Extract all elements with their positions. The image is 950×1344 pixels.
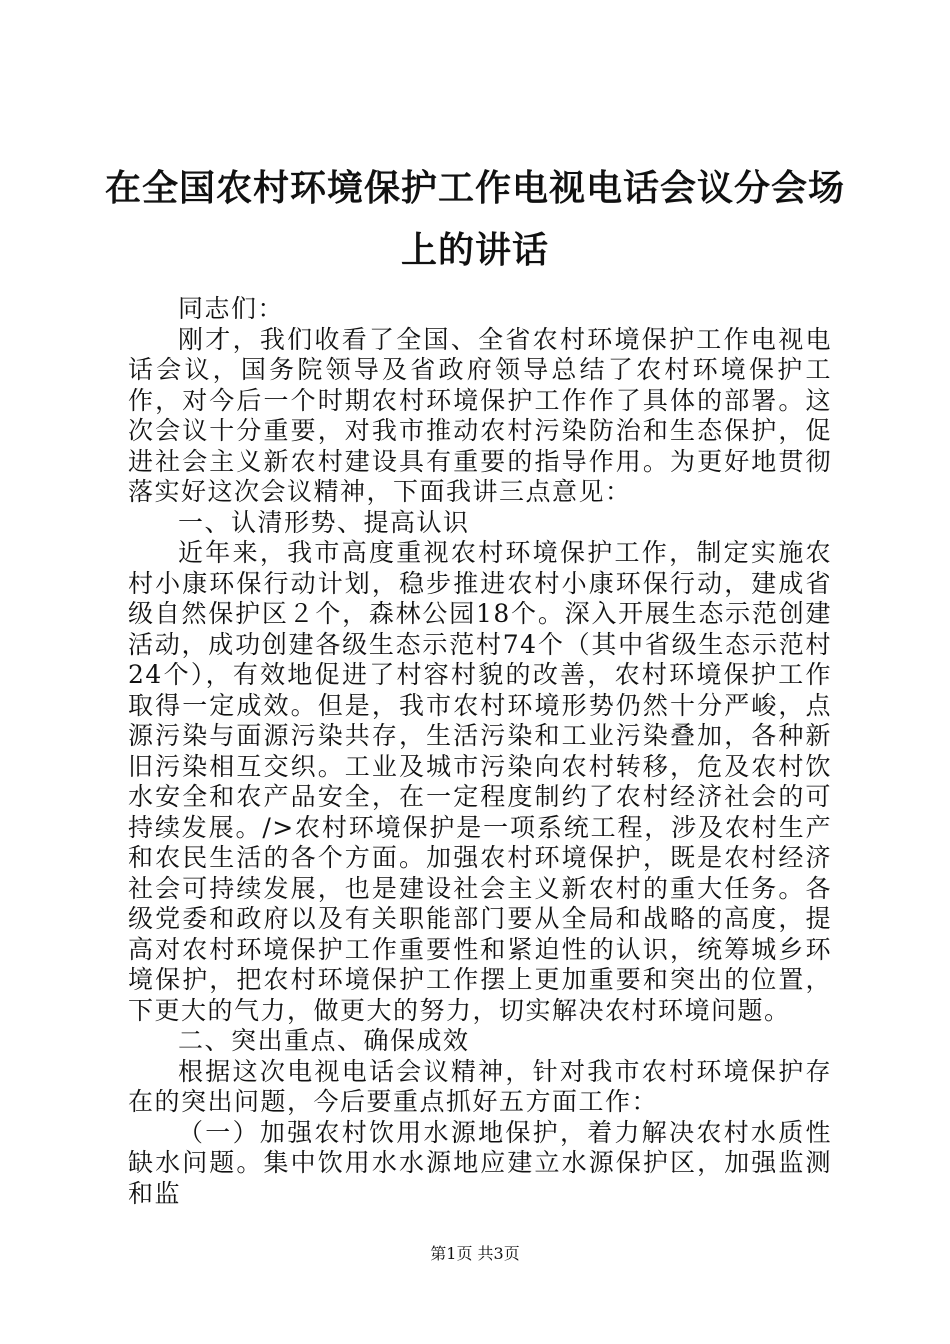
body-paragraph: 近年来，我市高度重视农村环境保护工作，制定实施农村小康环保行动计划，稳步推进农村小康环保行动，建成省级自然保护区２个，森林公园18个。深入开展生态示范创建活动，成功创建各级生态示范村74个（其中省级生态示范村24个），有效地促进了村容村貌的改善，农村环境保护工作取得一定成效。但是，我市农村环境形势仍然十分严峻，点源污染与面源污染共存，生活污染和工业污染叠加，各种新旧污染相互交织。工业及城市污染向农村转移，危及农村饮水安全和农产品安全，在一定程度制约了农村经济社会的可持续发展。/>农村环境保护是一项系统工程，涉及农村生产和农民生活的各个方面。加强农村环境保护，既是农村经济社会可持续发展，也是建设社会主义新农村的重大任务。各级党委和政府以及有关职能部门要从全局和战略的高度，提高对农村环境保护工作重要性和紧迫性的认识，统筹城乡环境保护，把农村环境保护工作摆上更加重要和突出的位置，下更大的气力，做更大的努力，切实解决农村环境问题。 [128, 538, 832, 1025]
document-body [128, 294, 832, 1209]
body-paragraph: 根据这次电视电话会议精神，针对我市农村环境保护存在的突出问题，今后要重点抓好五方面工作： [128, 1056, 832, 1116]
body-paragraph: 刚才，我们收看了全国、全省农村环境保护工作电视电话会议，国务院领导及省政府领导总结了农村环境保护工作，对今后一个时期农村环境保护工作作了具体的部署。这次会议十分重要，对我市推动农村污染防治和生态保护，促进社会主义新农村建设具有重要的指导作用。为更好地贯彻落实好这次会议精神，下面我讲三点意见： [128, 324, 832, 506]
salutation: 同志们： [178, 294, 285, 323]
section-heading: 一、认清形势、提高认识 [178, 507, 470, 537]
document-title: 在全国农村环境保护工作电视电话会议分会场上的讲话 [104, 168, 845, 271]
section-heading: 二、突出重点、确保成效 [178, 1026, 470, 1055]
body-paragraph: （一）加强农村饮用水源地保护，着力解决农村水质性缺水问题。集中饮用水水源地应建立水源保护区，加强监测和监 [128, 1117, 832, 1208]
page-number-footer: 第1页 共3页 [430, 1244, 520, 1263]
